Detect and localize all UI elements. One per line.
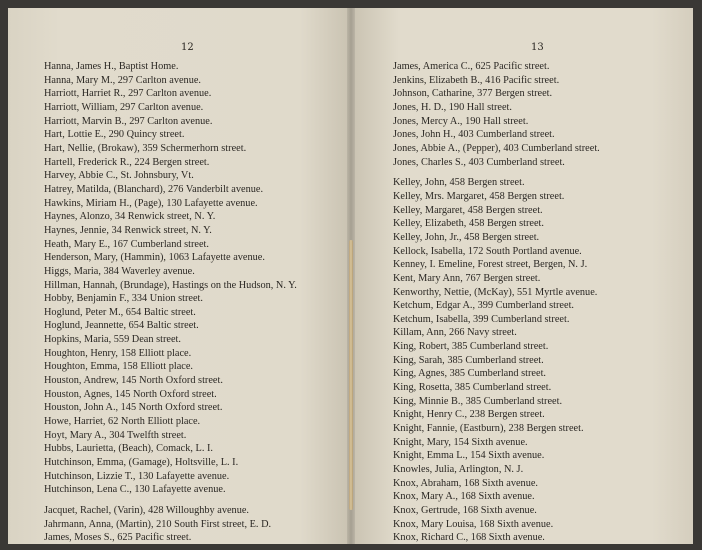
directory-entry: Henderson, Mary, (Hammin), 1063 Lafayette avenue. bbox=[44, 252, 265, 264]
directory-entry: Hart, Nellie, (Brokaw), 359 Schermerhorn street. bbox=[44, 142, 247, 154]
directory-entry: Hobby, Benjamin F., 334 Union street. bbox=[44, 293, 203, 305]
directory-entry: Haynes, Jennie, 34 Renwick street, N. Y. bbox=[44, 224, 212, 236]
directory-entry: Knight, Emma L., 154 Sixth avenue. bbox=[393, 450, 545, 462]
directory-entry: Heath, Mary E., 167 Cumberland street. bbox=[44, 238, 209, 250]
directory-entry: Kenney, I. Emeline, Forest street, Bergen, N. J. bbox=[393, 259, 588, 271]
binding-thread bbox=[349, 240, 353, 510]
directory-entry: Kenworthy, Nettie, (McKay), 551 Myrtle avenue. bbox=[393, 286, 598, 298]
directory-entry: Higgs, Maria, 384 Waverley avenue. bbox=[44, 265, 195, 277]
directory-entry: Hartell, Frederick R., 224 Bergen street. bbox=[44, 156, 210, 168]
directory-entry: Knox, Mary A., 168 Sixth avenue. bbox=[393, 491, 535, 503]
page-number-right: 13 bbox=[531, 42, 544, 53]
page-number-left: 12 bbox=[181, 42, 194, 53]
directory-entry: Knox, Mary Louisa, 168 Sixth avenue. bbox=[393, 518, 554, 530]
directory-entry: Hawkins, Miriam H., (Page), 130 Lafayette avenue. bbox=[44, 197, 258, 209]
entries-j-left bbox=[44, 504, 351, 544]
entries-j-right bbox=[393, 60, 693, 169]
directory-entry: Hoglund, Jeannette, 654 Baltic street. bbox=[44, 320, 199, 332]
directory-entry: Kellock, Isabella, 172 South Portland avenue. bbox=[393, 245, 582, 257]
directory-entry: Kent, Mary Ann, 767 Bergen street. bbox=[393, 272, 541, 284]
directory-entry: King, Minnie B., 385 Cumberland street. bbox=[393, 395, 563, 407]
directory-entry: Hutchinson, Lena C., 130 Lafayette avenue. bbox=[44, 484, 226, 496]
directory-entry: Jones, Mercy A., 190 Hall street. bbox=[393, 115, 529, 127]
directory-entry: Knight, Mary, 154 Sixth avenue. bbox=[393, 436, 528, 448]
directory-entry: Johnson, Catharine, 377 Bergen street. bbox=[393, 88, 553, 100]
directory-entry: Hutchinson, Lizzie T., 130 Lafayette avenue. bbox=[44, 470, 230, 482]
directory-entry: Houston, Andrew, 145 North Oxford street. bbox=[44, 375, 223, 387]
directory-entry: Knight, Henry C., 238 Bergen street. bbox=[393, 409, 545, 421]
directory-entry: Kelley, Mrs. Margaret, 458 Bergen street. bbox=[393, 190, 565, 202]
directory-entry: Hutchinson, Emma, (Gamage), Holtsville, L. I. bbox=[44, 457, 239, 469]
directory-entry: King, Robert, 385 Cumberland street. bbox=[393, 341, 549, 353]
entries-h bbox=[44, 60, 351, 497]
directory-entry: Knox, Abraham, 168 Sixth avenue. bbox=[393, 477, 538, 489]
directory-entry: Jones, H. D., 190 Hall street. bbox=[393, 101, 512, 113]
directory-entry: James, Moses S., 625 Pacific street. bbox=[44, 532, 192, 544]
directory-entry: Jenkins, Elizabeth B., 416 Pacific street. bbox=[393, 74, 560, 86]
directory-entry: Ketchum, Isabella, 399 Cumberland street. bbox=[393, 313, 570, 325]
directory-entry: Kelley, John, 458 Bergen street. bbox=[393, 177, 525, 189]
directory-entry: Harriott, Harriet R., 297 Carlton avenue. bbox=[44, 88, 212, 100]
directory-entry: Hopkins, Maria, 559 Dean street. bbox=[44, 334, 181, 346]
directory-entry: Hoyt, Mary A., 304 Twelfth street. bbox=[44, 429, 187, 441]
left-page bbox=[8, 8, 351, 544]
directory-entry: Haynes, Alonzo, 34 Renwick street, N. Y. bbox=[44, 211, 216, 223]
directory-entry: Harriott, William, 297 Carlton avenue. bbox=[44, 101, 204, 113]
directory-entry: Jahrmann, Anna, (Martin), 210 South First street, E. D. bbox=[44, 518, 272, 530]
directory-entry: Knox, Richard C., 168 Sixth avenue. bbox=[393, 532, 545, 544]
directory-entry: Hanna, James H., Baptist Home. bbox=[44, 61, 179, 72]
directory-entry: Kelley, Margaret, 458 Bergen street. bbox=[393, 204, 543, 216]
directory-entry: King, Agnes, 385 Cumberland street. bbox=[393, 368, 547, 380]
directory-entry: Kelley, Elizabeth, 458 Bergen street. bbox=[393, 218, 544, 230]
directory-entry: Houghton, Emma, 158 Elliott place. bbox=[44, 361, 193, 373]
directory-entry: Harvey, Abbie C., St. Johnsbury, Vt. bbox=[44, 170, 194, 182]
directory-entry: Hatrey, Matilda, (Blanchard), 276 Vanderbilt avenue. bbox=[44, 183, 264, 195]
directory-entry: Knight, Fannie, (Eastburn), 238 Bergen street. bbox=[393, 423, 584, 435]
directory-list-left bbox=[8, 60, 351, 544]
directory-entry: Houston, John A., 145 North Oxford street. bbox=[44, 402, 223, 414]
directory-entry: Jones, John H., 403 Cumberland street. bbox=[393, 129, 555, 141]
directory-entry: Hanna, Mary M., 297 Carlton avenue. bbox=[44, 74, 201, 86]
directory-entry: Knowles, Julia, Arlington, N. J. bbox=[393, 464, 524, 476]
directory-entry: Jones, Charles S., 403 Cumberland street. bbox=[393, 156, 565, 168]
entries-k bbox=[393, 176, 693, 544]
directory-entry: Houghton, Henry, 158 Elliott place. bbox=[44, 347, 192, 359]
directory-entry: Hoglund, Peter M., 654 Baltic street. bbox=[44, 306, 196, 318]
directory-entry: Jones, Abbie A., (Pepper), 403 Cumberland street. bbox=[393, 142, 600, 154]
directory-entry: Hillman, Hannah, (Brundage), Hastings on the Hudson, N. Y. bbox=[44, 279, 297, 291]
directory-entry: Kelley, John, Jr., 458 Bergen street. bbox=[393, 231, 540, 243]
directory-entry: Killam, Ann, 266 Navy street. bbox=[393, 327, 517, 339]
directory-entry: James, America C., 625 Pacific street. bbox=[393, 61, 550, 72]
directory-entry: Harriott, Marvin B., 297 Carlton avenue. bbox=[44, 115, 213, 127]
directory-entry: Hubbs, Laurietta, (Beach), Comack, L. I. bbox=[44, 443, 213, 455]
directory-entry: King, Rosetta, 385 Cumberland street. bbox=[393, 382, 552, 394]
directory-entry: Knox, Gertrude, 168 Sixth avenue. bbox=[393, 505, 537, 516]
directory-entry: Hart, Lottie E., 290 Quincy street. bbox=[44, 129, 185, 141]
directory-entry: Howe, Harriet, 62 North Elliott place. bbox=[44, 416, 201, 428]
directory-entry: Houston, Agnes, 145 North Oxford street. bbox=[44, 388, 217, 400]
directory-entry: King, Sarah, 385 Cumberland street. bbox=[393, 354, 544, 366]
directory-entry: Jacquet, Rachel, (Varin), 428 Willoughby avenue. bbox=[44, 505, 249, 516]
directory-list-right bbox=[351, 60, 693, 544]
directory-entry: Ketchum, Edgar A., 399 Cumberland street. bbox=[393, 300, 575, 312]
right-page bbox=[351, 8, 693, 544]
